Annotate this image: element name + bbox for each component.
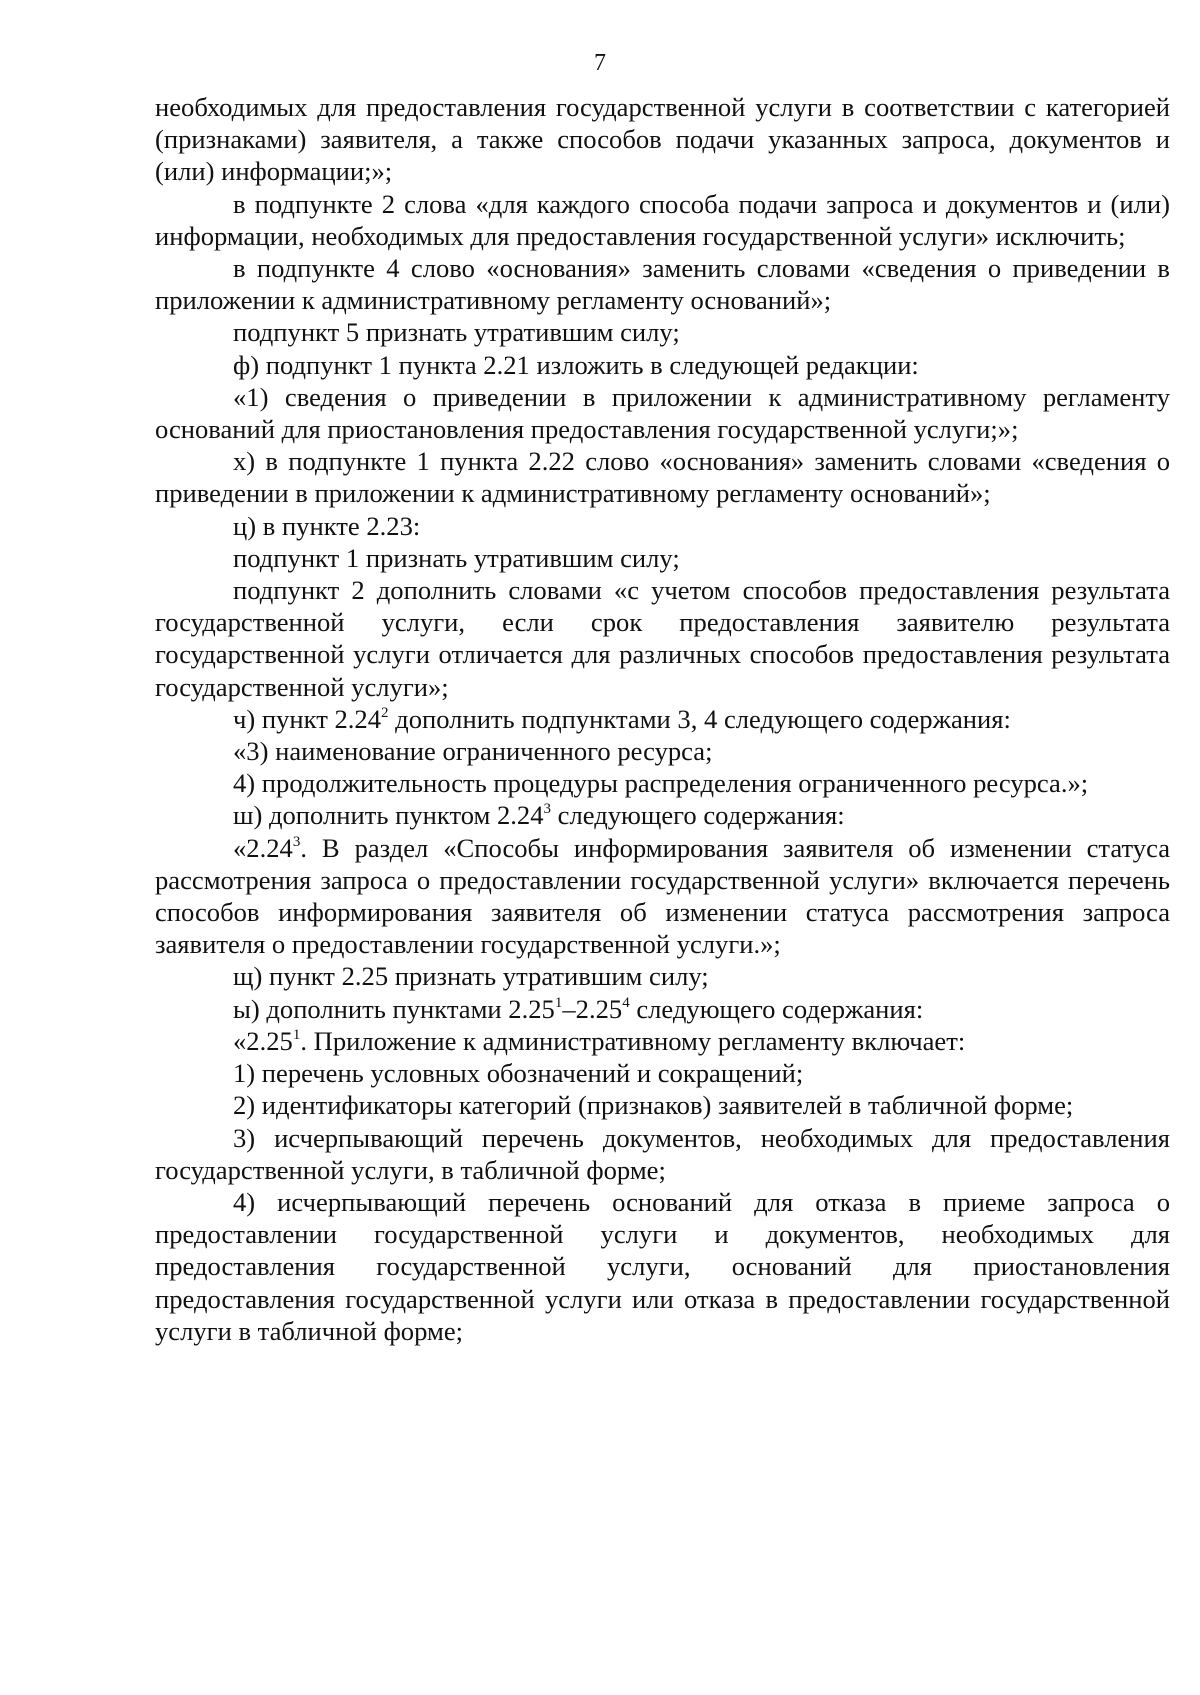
text-run: 2) идентификаторы категорий (признаков) заявителей в табличной форме; <box>233 1090 1074 1121</box>
paragraph <box>155 252 1170 316</box>
text-run: в подпункте 4 слово «основания» заменить словами «сведения о приведении в приложении к административному регламенту оснований»; <box>155 253 1170 316</box>
text-run: подпункт 1 признать утратившим силу; <box>233 542 680 573</box>
paragraph <box>155 445 1170 509</box>
paragraph <box>155 703 1170 735</box>
paragraph <box>155 993 1170 1025</box>
paragraph <box>155 188 1170 252</box>
document-body <box>155 91 1170 1347</box>
superscript: 2 <box>381 704 389 721</box>
paragraph <box>155 1186 1170 1347</box>
text-run: «1) сведения о приведении в приложении к административному регламенту оснований для приостановления предоставления государственной услуги;»; <box>155 381 1170 445</box>
paragraph <box>155 542 1170 574</box>
text-run: . В раздел «Способы информирования заявителя об изменении статуса рассмотрения запроса о предоставлении государственной услуги» включается перечень способов информирования заявителя об изменении статуса рассмотрения запроса заявителя о предоставлении государственной услуги.»; <box>155 832 1170 960</box>
paragraph <box>155 349 1170 381</box>
paragraph <box>155 381 1170 445</box>
paragraph <box>155 510 1170 542</box>
text-run: х) в подпункте 1 пункта 2.22 слово «основания» заменить словами «сведения о приведении в приложении к административному регламенту оснований»; <box>155 446 1170 509</box>
text-run: «2.24 <box>233 832 293 863</box>
text-run: «2.25 <box>233 1025 293 1056</box>
paragraph <box>155 1122 1170 1186</box>
text-run: 1) перечень условных обозначений и сокращений; <box>233 1058 804 1089</box>
text-run: ш) дополнить пунктом 2.24 <box>233 800 544 831</box>
paragraph <box>155 316 1170 348</box>
text-run: . Приложение к административному регламенту включает: <box>300 1025 966 1056</box>
text-run: в подпункте 2 слова «для каждого способа подачи запроса и документов и (или) информации, необходимых для предоставления государственной услуги» исключить; <box>155 188 1170 251</box>
superscript: 3 <box>292 833 301 850</box>
paragraph <box>155 735 1170 767</box>
paragraph <box>155 960 1170 992</box>
paragraph <box>155 1057 1170 1089</box>
paragraph <box>155 91 1170 188</box>
text-run: подпункт 2 дополнить словами «с учетом способов предоставления результата государственной услуги, если срок предоставления заявителю результата государственной услуги отличается для различных способов предоставления результата государственной услуги»; <box>155 575 1170 702</box>
text-run: подпункт 5 признать утратившим силу; <box>233 317 680 348</box>
text-run: ф) подпункт 1 пункта 2.21 изложить в следующей редакции: <box>233 349 919 380</box>
paragraph <box>155 574 1170 703</box>
text-run: дополнить подпунктами 3, 4 следующего содержания: <box>388 703 1011 734</box>
text-run: ы) дополнить пунктами 2.25 <box>233 993 555 1024</box>
paragraph <box>155 1025 1170 1057</box>
paragraph <box>155 767 1170 799</box>
superscript: 3 <box>543 801 552 818</box>
page-number: 7 <box>594 50 606 76</box>
text-run: 4) исчерпывающий перечень оснований для отказа в приеме запроса о предоставлении государственной услуги и документов, необходимых для предоставления государственной услуги, оснований для приостановления предоставления государственной услуги или отказа в предоставлении государственной услуги в табличной форме; <box>155 1186 1170 1346</box>
text-run: следующего содержания: <box>629 993 924 1024</box>
text-run: –2.25 <box>562 993 623 1024</box>
superscript: 4 <box>622 994 630 1011</box>
paragraph <box>155 1089 1170 1121</box>
text-run: ч) пункт 2.24 <box>233 703 382 734</box>
paragraph <box>155 799 1170 831</box>
text-run: «3) наименование ограниченного ресурса; <box>233 736 713 767</box>
superscript: 1 <box>292 1026 301 1043</box>
text-run: ц) в пункте 2.23: <box>233 510 421 541</box>
text-run: щ) пункт 2.25 признать утратившим силу; <box>233 961 709 992</box>
text-run: 3) исчерпывающий перечень документов, необходимых для предоставления государственной услуги, в табличной форме; <box>155 1122 1170 1185</box>
text-run: необходимых для предоставления государственной услуги в соответствии с категорией (признаками) заявителя, а также способов подачи указанных запроса, документов и (или) информации;»; <box>155 92 1170 187</box>
paragraph <box>155 832 1170 961</box>
text-run: следующего содержания: <box>551 800 845 831</box>
superscript: 1 <box>554 994 563 1011</box>
text-run: 4) продолжительность процедуры распределения ограниченного ресурса.»; <box>233 768 1089 799</box>
